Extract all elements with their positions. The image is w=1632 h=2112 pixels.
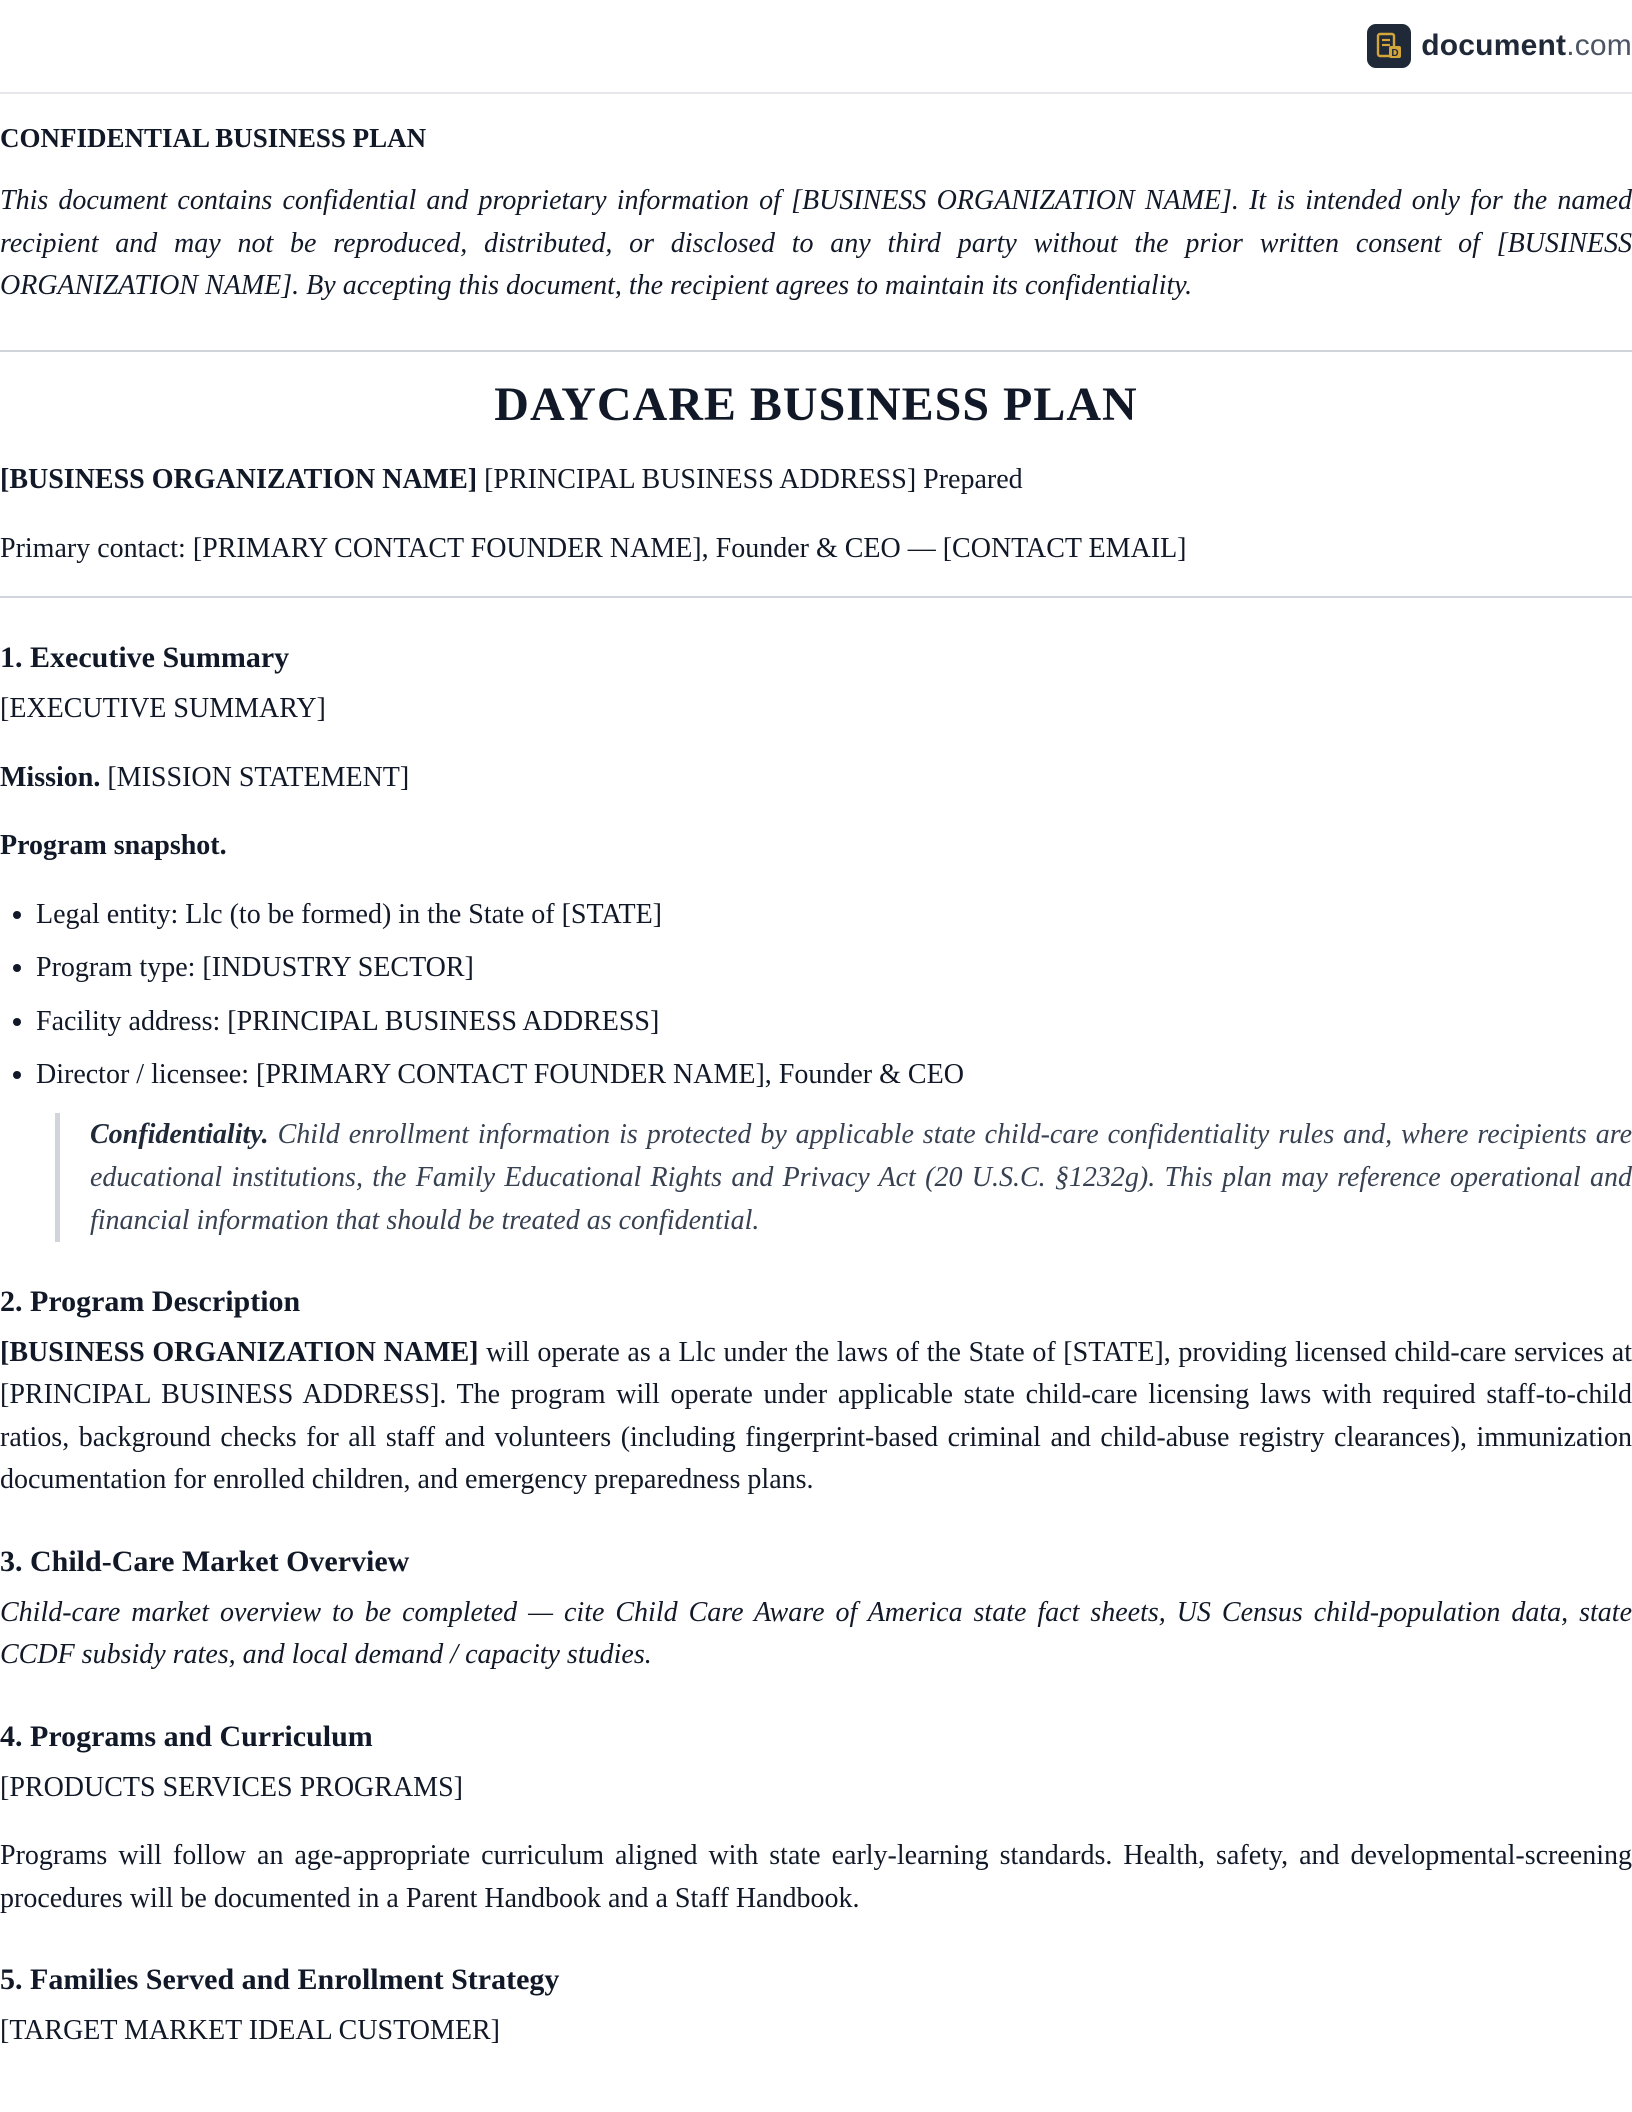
divider — [0, 350, 1632, 352]
divider — [0, 596, 1632, 598]
address-text: [PRINCIPAL BUSINESS ADDRESS] Prepared — [477, 464, 1023, 496]
program-description-body — [0, 1332, 1632, 1502]
section-heading-families-enrollment: 5. Families Served and Enrollment Strategy — [0, 1963, 560, 1997]
confidential-notice: This document contains confidential and proprietary information of [BUSINESS ORGANIZATION NAME]. It is intended only for the named recipient and may not be reproduced, distributed, or disclosed to any third party without the prior written consent of [BUSINESS ORGANIZATION NAME]. By accepting this document, the recipient agrees to maintain its confidentiality. — [0, 185, 1632, 302]
list-item: • Facility address: [PRINCIPAL BUSINESS ADDRESS] — [36, 1001, 1632, 1044]
brand-name — [1421, 29, 1632, 63]
confidential-title: CONFIDENTIAL BUSINESS PLAN — [0, 123, 427, 153]
document-logo-icon — [1367, 24, 1411, 68]
section-heading-program-description: 2. Program Description — [0, 1284, 301, 1318]
callout-label: Confidentiality. — [90, 1118, 269, 1150]
svg-text:D: D — [1391, 48, 1399, 59]
program-snapshot-label-text: Program snapshot. — [0, 830, 227, 862]
target-market-placeholder: [TARGET MARKET IDEAL CUSTOMER] — [0, 2015, 500, 2047]
brand-logo[interactable] — [1367, 24, 1632, 68]
section-heading-executive-summary: 1. Executive Summary — [0, 641, 290, 675]
document-content — [0, 92, 1632, 2053]
org-name: [BUSINESS ORGANIZATION NAME] — [0, 464, 478, 496]
callout-text: Child enrollment information is protected by applicable state child-care confidentiality rules and, where recipients are educational institutions, the Family Educational Rights and Privacy Act (20 U.S.C. §1232g). This plan may reference operational and financial information that should be treated as confidential. — [90, 1118, 1632, 1236]
programs-placeholder: [PRODUCTS SERVICES PROGRAMS] — [0, 1771, 463, 1803]
section-heading-programs-curriculum: 4. Programs and Curriculum — [0, 1719, 373, 1753]
programs-curriculum-body: Programs will follow an age-appropriate curriculum aligned with state early-learning standards. Health, safety, and developmental-screening procedures will be documented in a Parent Handbook and a Staff Handbook. — [0, 1840, 1632, 1914]
executive-summary-placeholder: [EXECUTIVE SUMMARY] — [0, 693, 326, 725]
program-snapshot-label — [0, 825, 1632, 868]
document-title: DAYCARE BUSINESS PLAN — [494, 377, 1138, 431]
brand-name-suffix: .com — [1566, 29, 1632, 62]
brand-name-main: document — [1421, 29, 1567, 62]
primary-contact: Primary contact: [PRIMARY CONTACT FOUNDER NAME], Founder & CEO — [CONTACT EMAIL] — [0, 532, 1187, 564]
list-item: • Legal entity: Llc (to be formed) in the State of [STATE] — [36, 894, 1632, 937]
mission-value: [MISSION STATEMENT] — [100, 761, 410, 793]
mission-label: Mission. — [0, 761, 101, 793]
market-overview-note: Child-care market overview to be completed — cite Child Care Aware of America state fact sheets, US Census child-population data, state CCDF subsidy rates, and local demand / capacity studies. — [0, 1596, 1632, 1671]
org-address-line — [0, 459, 1632, 502]
list-item: • Program type: [INDUSTRY SECTOR] — [36, 947, 1632, 990]
program-snapshot-list — [0, 894, 1632, 1097]
program-description-text: will operate as a Llc under the laws of the State of [STATE], providing licensed child-care services at [PRINCIPAL BUSINESS ADDRESS]. The program will operate under applicable state child-care licensing laws with required staff-to-child ratios, background checks for all staff and volunteers (including fingerprint-based criminal and child-abuse registry clearances), immunization documentation for enrolled children, and emergency preparedness plans. — [0, 1336, 1632, 1496]
top-header-bar — [0, 0, 1632, 94]
mission-line — [0, 757, 1632, 800]
section-heading-market-overview: 3. Child-Care Market Overview — [0, 1544, 410, 1578]
list-item: • Director / licensee: [PRIMARY CONTACT FOUNDER NAME], Founder & CEO — [36, 1054, 1632, 1097]
org-name: [BUSINESS ORGANIZATION NAME] — [0, 1336, 479, 1368]
confidentiality-callout — [55, 1113, 1632, 1242]
